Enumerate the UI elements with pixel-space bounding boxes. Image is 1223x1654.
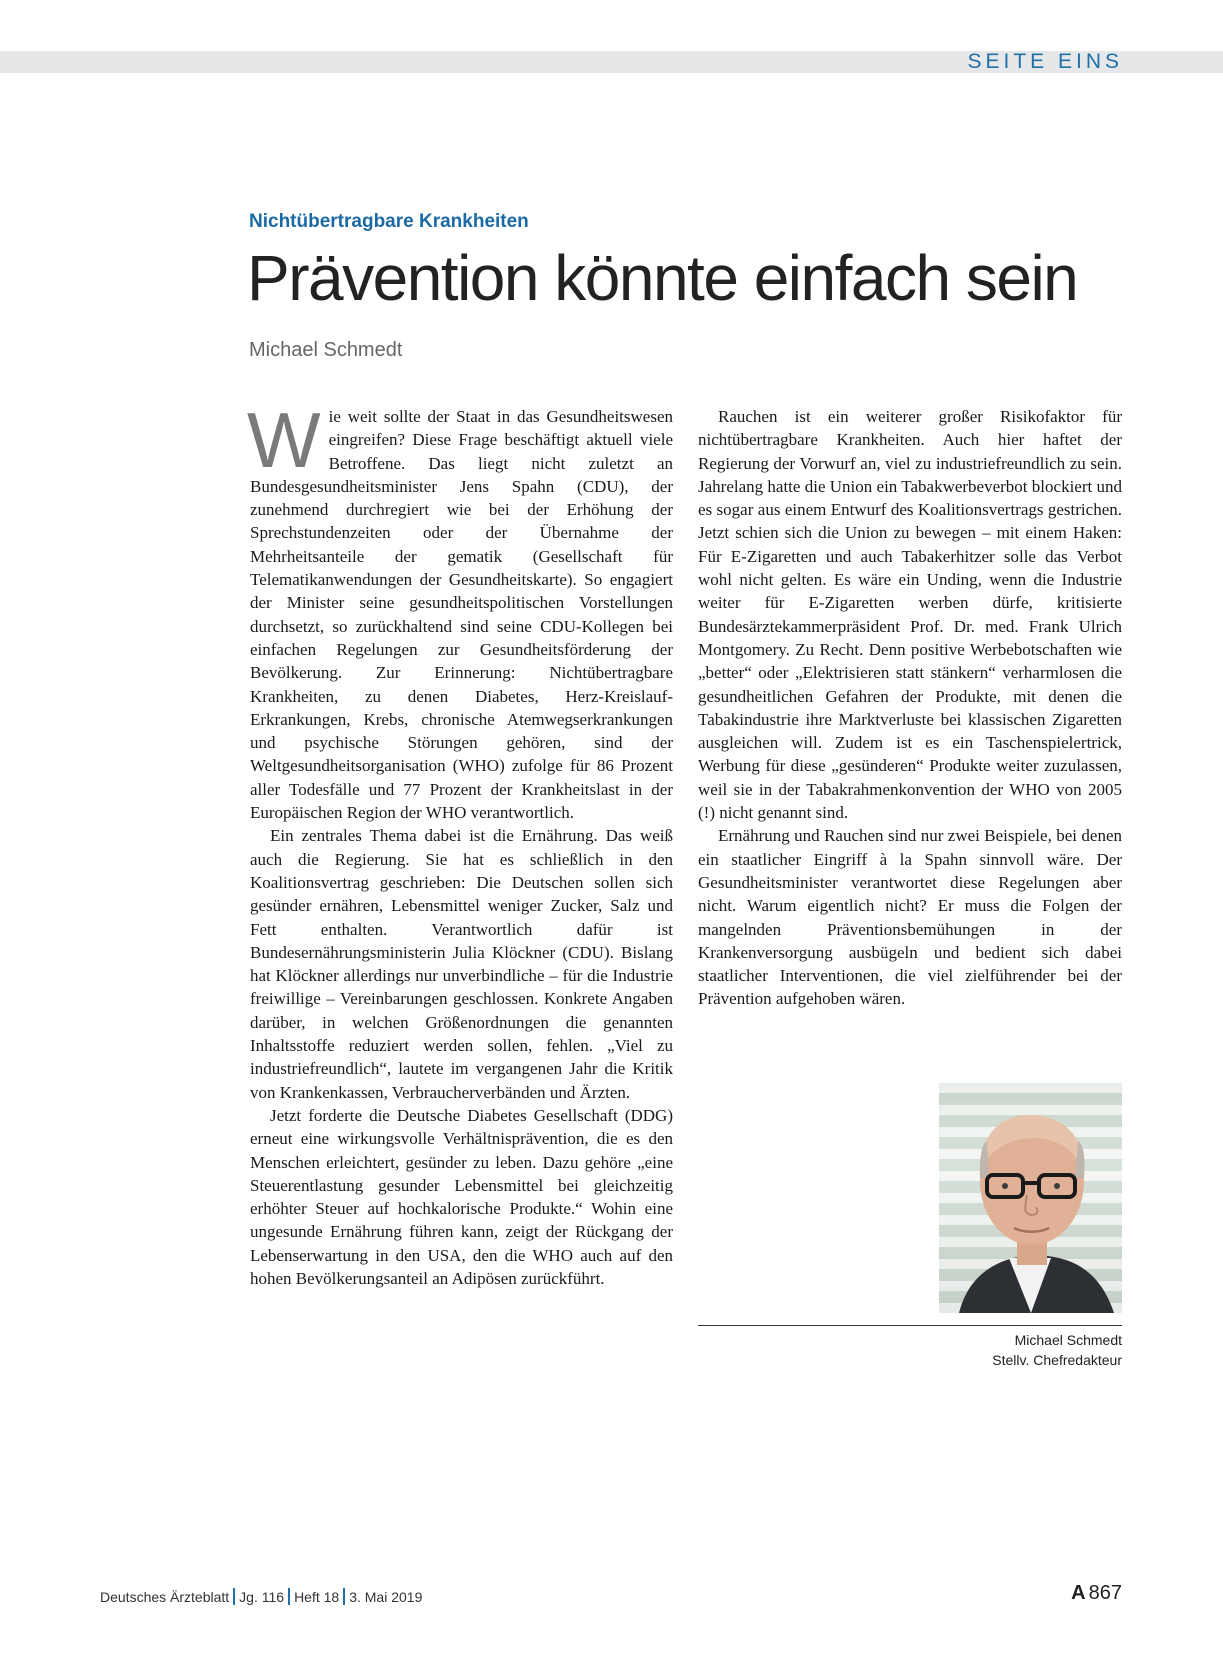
article-column-right	[698, 405, 1122, 1011]
page-prefix: A	[1071, 1582, 1086, 1604]
article-author: Michael Schmedt	[249, 339, 403, 361]
drop-cap: W	[247, 396, 321, 484]
footer-volume: Jg. 116	[239, 1589, 285, 1605]
author-photo	[939, 1083, 1122, 1313]
article-paragraph: Jetzt forderte die Deutsche Diabetes Gesellschaft (DDG) erneut eine wirkungsvolle Verhältnisprävention, die es den Menschen erleichtert, gesünder zu leben. Dazu gehöre „eine Steuerentlastung gesunder Lebensmittel bei gleichzeitig erhöhter Steuer auf hochkalorische Produkte.“ Wohin eine ungesunde Ernährung führen kann, zeigt der Rückgang der Lebenserwartung in den USA, den die WHO auch auf den hohen Bevölkerungsanteil an Adipösen zurückführt.	[250, 1105, 673, 1288]
footer-date: 3. Mai 2019	[349, 1589, 423, 1605]
article-paragraph: Rauchen ist ein weiterer großer Risikofaktor für nichtübertragbare Krankheiten. Auch hier haftet der Regierung der Vorwurf an, viel zu industriefreundlich zu sein. Jahrelang hatte die Union ein Tabakwerbeverbot blockiert und es sogar aus einem Entwurf des Koalitionsvertrags gestrichen. Jetzt schien sich die Union zu bewegen – mit einem Haken: Für E-Zigaretten und auch Tabakerhitzer solle das Verbot wohl nicht gelten. Es wäre ein Unding, wenn die Industrie weiter für E-Zigaretten werben dürfe, kritisierte Bundesärztekammerpräsident Prof. Dr. med. Frank Ulrich Montgomery. Zu Recht. Denn positive Werbebotschaften wie „better“ oder „Elektrisieren statt stänkern“ verharmlosen die gesundheitlichen Gefahren der Produkte, mit denen die Tabakindustrie ihre Marktverluste bei klassischen Zigaretten ausgleichen will. Zudem ist es ein Taschenspielertrick, Werbung für diese „gesünderen“ Produkte weiter zuzulassen, weil sie in der Tabakrahmenkonvention der WHO von 2005 (!) nicht genannt sind.	[698, 407, 1122, 823]
caption-rule	[698, 1325, 1122, 1326]
article-title: Prävention könnte einfach sein	[247, 242, 1078, 314]
footer-separator	[233, 1588, 235, 1605]
photo-caption	[992, 1330, 1122, 1370]
page-value: 867	[1088, 1582, 1122, 1604]
section-label: SEITE EINS	[967, 50, 1123, 73]
portrait-illustration	[939, 1083, 1122, 1313]
caption-role: Stellv. Chefredakteur	[992, 1352, 1122, 1368]
article-paragraph: Wie weit sollte der Staat in das Gesundheitswesen eingreifen? Diese Frage beschäftigt aktuell viele Betroffene. Das liegt nicht zuletzt an Bundesgesundheitsminister Jens Spahn (CDU), der zunehmend durchregiert wie bei der Erhöhung der Sprechstundenzeiten oder der Übernahme der Mehrheitsanteile der gematik (Gesellschaft für Telematikanwendungen der Gesundheitskarte). So engagiert der Minister seine gesundheitspolitischen Vorstellungen durchsetzt, so zurückhaltend sind seine CDU-Kollegen bei einfachen Regelungen zur Gesundheitsförderung der Bevölkerung. Zur Erinnerung: Nichtübertragbare Krankheiten, zu denen Diabetes, Herz-Kreislauf-Erkrankungen, Krebs, chronische Atemwegserkrankungen und psychische Störungen gehören, sind der Weltgesundheitsorganisation (WHO) zufolge für 86 Prozent aller Todesfälle und 77 Prozent der Krankheitslast in der Europäischen Region der WHO verantwortlich.	[247, 396, 673, 823]
footer-separator	[288, 1588, 290, 1605]
footer-citation	[100, 1588, 422, 1605]
footer-separator	[343, 1588, 345, 1605]
page-number	[1071, 1582, 1122, 1605]
caption-name: Michael Schmedt	[1014, 1332, 1122, 1348]
article-column-left	[247, 396, 673, 1290]
article-paragraph: Ein zentrales Thema dabei ist die Ernährung. Das weiß auch die Regierung. Sie hat es schließlich in den Koalitionsvertrag geschrieben: Die Deutschen sollen sich gesünder ernähren, Lebensmittel weniger Zucker, Salz und Fett enthalten. Verantwortlich dafür ist Bundesernährungsministerin Julia Klöckner (CDU). Bislang hat Klöckner allerdings nur unverbindliche – für die Industrie freiwillige – Vereinbarungen geschlossen. Konkrete Angaben darüber, in welchen Größenordnungen die genannten Inhaltsstoffe reduziert werden sollen, fehlen. „Viel zu industriefreundlich“, lautete im vergangenen Jahr die Kritik von Krankenkassen, Verbraucherverbänden und Ärzten.	[250, 826, 673, 1102]
article-kicker: Nichtübertragbare Krankheiten	[249, 211, 529, 232]
article-paragraph: Ernährung und Rauchen sind nur zwei Beispiele, bei denen ein staatlicher Eingriff à la Spahn sinnvoll wäre. Der Gesundheitsminister verantwortet diese Regelungen aber nicht. Warum eigentlich nicht? Er muss die Folgen der mangelnden Präventionsbemühungen in der Krankenversorgung ausbügeln und bedient sich dabei staatlicher Interventionen, die viel zielführender bei der Prävention aufgehoben wären.	[698, 826, 1122, 1009]
footer-journal: Deutsches Ärzteblatt	[100, 1589, 230, 1605]
footer-issue: Heft 18	[294, 1589, 340, 1605]
